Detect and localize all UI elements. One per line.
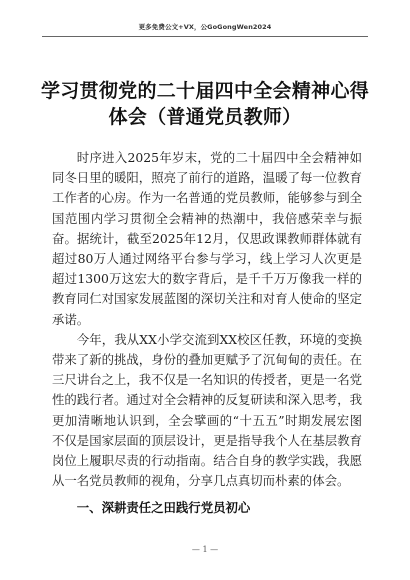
document-body: [52, 148, 362, 491]
document-title: 学习贯彻党的二十届四中全会精神心得体会（普通党员教师）: [40, 80, 370, 128]
paragraph: 今年，我从XX小学交流到XX校区任教，环境的变换带来了新的挑战，身份的叠加更赋予了沉甸甸的责任。在三尺讲台之上，我不仅是一名知识的传授者，更是一名党性的践行者。通过对全会精神的反复研读和深入思考，我更加清晰地认识到，全会擘画的“十五五”时期发展宏图不仅是国家层面的顶层设计，更是指导我个人在基层教育岗位上履职尽责的行动指南。结合自身的教学实践，我愿从一名党员教师的视角，分享几点真切而朴素的体会。: [52, 331, 362, 489]
header-divider: [42, 36, 368, 37]
page-number: — 1 —: [191, 545, 219, 554]
section-heading: 一、深耕责任之田践行党员初心: [76, 500, 251, 515]
paragraph: 时序进入2025年岁末，党的二十届四中全会精神如同冬日里的暖阳，照亮了前行的道路，温暖了每一位教育工作者的心房。作为一名普通的党员教师，能够参与到全国范围内学习贯彻全会精神的热潮中，我倍感荣幸与振奋。据统计，截至2025年12月，仅思政课教师群体就有超过80万人通过网络平台参与学习，线上学习人次更是超过1300万这宏大的数字背后，是千千万万像我一样的教育同仁对国家发展蓝图的深切关注和对育人使命的坚定承诺。: [52, 150, 362, 327]
header-note: 更多免费公文+VX，公GoGongWen2024: [138, 23, 272, 31]
